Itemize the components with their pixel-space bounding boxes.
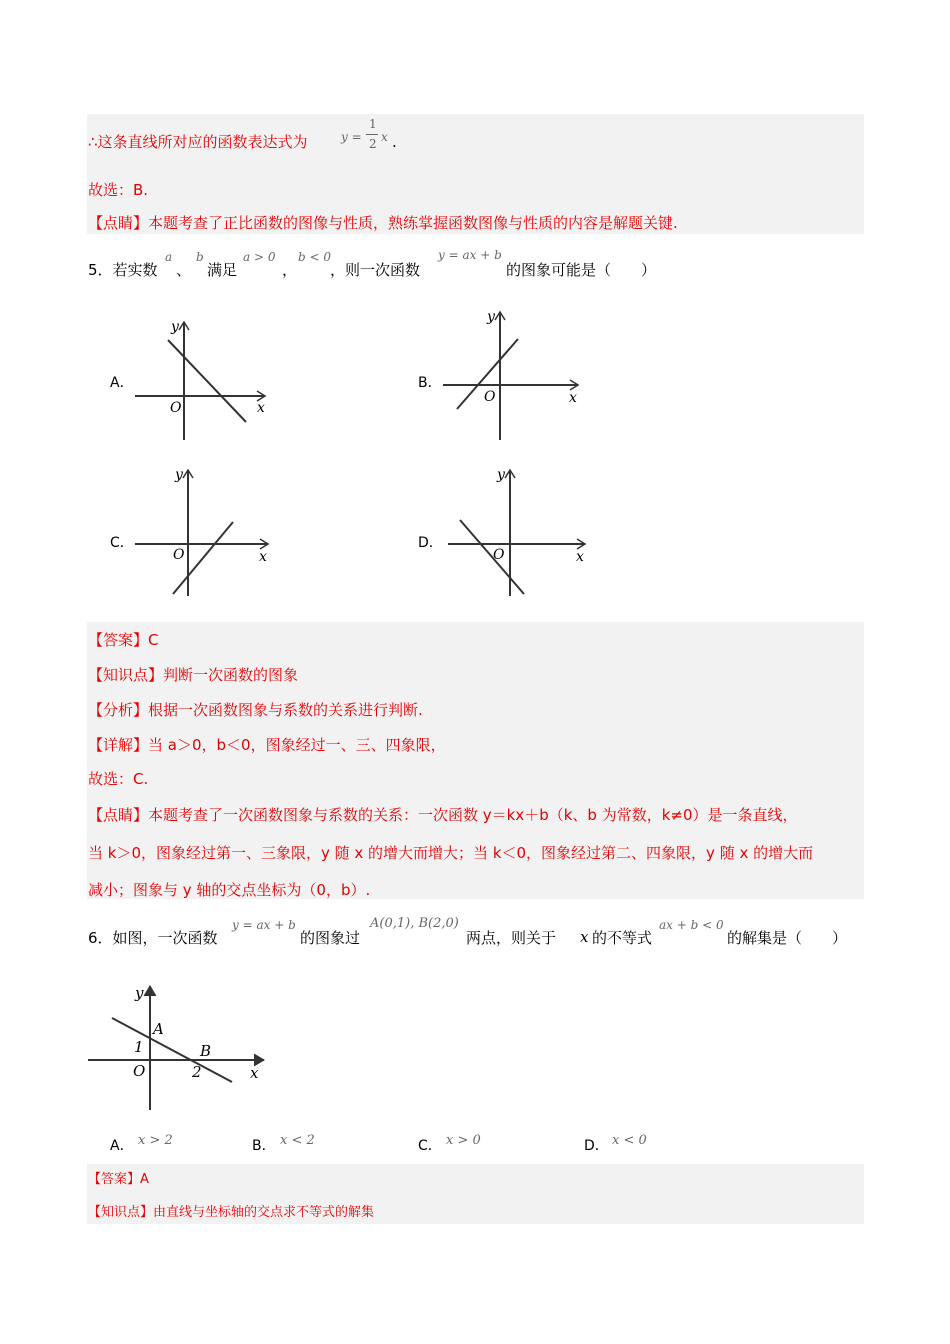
q5d-origin: O [493,547,505,563]
q6-fig-o: O [133,1062,146,1080]
q6-mid3: 的不等式 [592,929,653,947]
fraction-numerator: 1 [369,117,377,131]
q6-graph [86,980,271,1115]
q5b-axis-x: x [569,390,577,406]
q5-comma: ， [282,261,298,279]
q5-graph-a[interactable] [130,312,280,442]
q5-func: y = ax + b [438,248,502,262]
q5-graph-c[interactable] [130,462,280,602]
comment-line-top: 【点睛】本题考查了正比函数的图像与性质，熟练掌握函数图像与性质的内容是解题关键. [88,214,678,232]
q6-fig-a: A [153,1020,164,1038]
q5-option-c-label[interactable]: C． [110,535,134,551]
period: . [392,133,397,151]
q6-var: x [580,928,589,946]
q5-prefix: 5．若实数 [88,261,158,279]
q5-cond2: b < 0 [298,250,331,264]
q5-comment-3: 减小；图象与 y 轴的交点坐标为（0，b）. [88,881,371,899]
conclusion-text: ∴这条直线所对应的函数表达式为 [88,133,308,151]
fraction-denominator: 2 [369,137,377,151]
q5b-axis-y: y [487,309,495,325]
fraction-bar [366,134,378,135]
q6-fig-b: B [200,1042,212,1060]
q5-choose: 故选：C. [88,770,149,788]
q6-suffix: 的解集是（ ） [727,929,848,947]
q5-option-a-label[interactable]: A． [110,375,134,391]
q5-answer: 【答案】C [88,631,159,649]
q5-var-b: b [196,250,204,264]
q5-suffix: 的图象可能是（ ） [506,261,657,279]
q6-option-d-label[interactable]: D． [584,1138,609,1154]
choose-b-line: 故选：B. [88,181,149,199]
q5d-axis-y: y [497,467,505,483]
q5c-axis-x: x [259,549,267,565]
q5-option-d-label[interactable]: D． [418,535,443,551]
q5c-axis-y: y [175,467,183,483]
q5-detail: 【详解】当 a＞0，b＜0，图象经过一、三、四象限， [88,736,446,754]
q6-answer: 【答案】A [88,1172,149,1187]
q5-cond1: a > 0 [243,250,276,264]
q5-var-a: a [165,250,173,264]
q6-func: y = ax + b [232,918,296,932]
q5-comment-2: 当 k＞0，图象经过第一、三象限，y 随 x 的增大而增大；当 k＜0，图象经过第二、四象限，y 随 x 的增大而 [88,844,814,862]
conclusion-line [88,132,308,152]
q5a-origin: O [170,400,182,416]
q6-option-b-label[interactable]: B． [252,1138,276,1154]
q6-fig-two: 2 [192,1063,202,1081]
q5-option-b-label[interactable]: B． [418,375,442,391]
q6-option-b-expr[interactable]: x < 2 [280,1133,315,1148]
q6-knowledge: 【知识点】由直线与坐标轴的交点求不等式的解集 [88,1205,375,1220]
q6-option-c-expr[interactable]: x > 0 [446,1133,481,1148]
q6-mid: 的图象过 [300,929,361,947]
q5-knowledge: 【知识点】判断一次函数的图象 [88,666,299,684]
q5-graph-b[interactable] [440,304,590,444]
q6-fig-one: 1 [134,1038,144,1056]
formula-y: y = [341,130,362,144]
q5-sep: 、 [176,261,192,279]
q5a-axis-x: x [257,400,265,416]
q5-then: ，则一次函数 [330,261,421,279]
q5c-origin: O [173,547,185,563]
q6-fig-x: x [250,1064,259,1082]
q6-mid2: 两点，则关于 [466,929,557,947]
q6-ineq: ax + b < 0 [659,918,724,932]
q5b-origin: O [484,389,496,405]
q6-option-d-expr[interactable]: x < 0 [612,1133,647,1148]
q5a-axis-y: y [171,319,179,335]
q5-analysis: 【分析】根据一次函数图象与系数的关系进行判断. [88,701,423,719]
q6-fig-y: y [135,984,144,1002]
q6-option-a-expr[interactable]: x > 2 [138,1133,173,1148]
q6-option-a-label[interactable]: A． [110,1138,134,1154]
q5-comment-1: 【点睛】本题考查了一次函数图象与系数的关系：一次函数 y＝kx＋b（k、b 为常数，k≠0）是一条直线， [88,806,798,824]
formula-x: x [381,130,388,144]
q6-option-c-label[interactable]: C． [418,1138,442,1154]
q5d-axis-x: x [576,549,584,565]
q5-satisfy: 满足 [207,261,238,279]
q6-prefix: 6．如图，一次函数 [88,929,218,947]
q6-points: A(0,1), B(2,0) [370,916,459,931]
q5-graph-d[interactable] [440,462,595,602]
